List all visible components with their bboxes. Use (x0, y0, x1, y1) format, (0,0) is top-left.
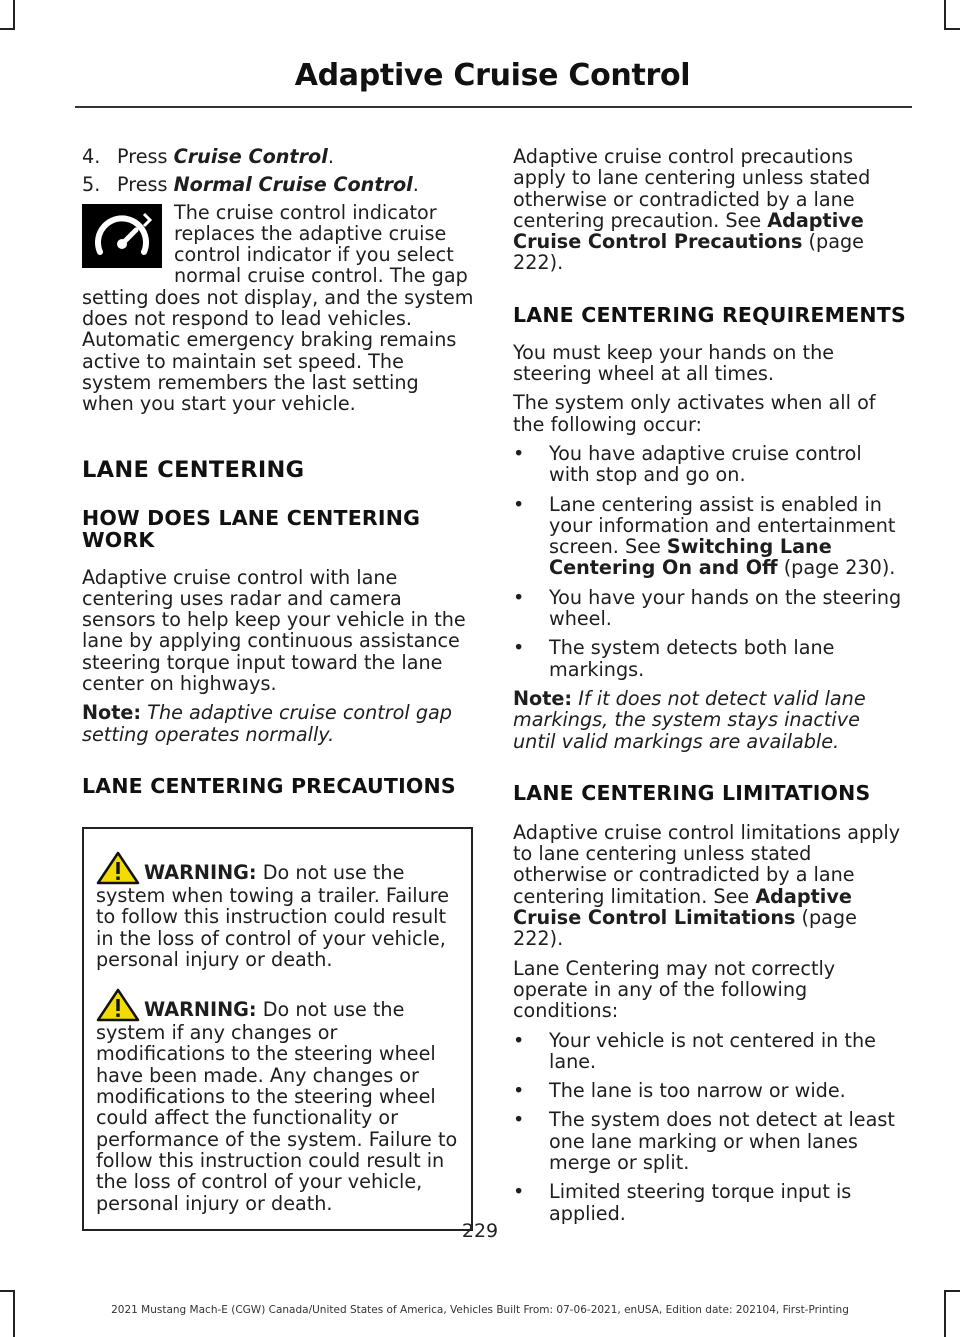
link-adaptive-cruise-control-limitations[interactable]: Adaptive Cruise Control Limitations (513, 884, 852, 930)
conditions-paragraph: Lane Centering may not correctly operate in any of the following conditions: (513, 956, 836, 1023)
right-column (513, 146, 907, 1224)
limitations-intro: Adaptive cruise control limitations apply to lane centering unless stated otherwise or contradicted by a lane centering limitation. See Adaptive Cruise Control Limitations (page 222). (513, 820, 901, 951)
edition-note: 2021 Mustang Mach-E (CGW) Canada/United States of America, Vehicles Built From: 07-06-2021, enUSA, Edition date: 202104, First-Printing (111, 1304, 849, 1316)
list-item: • You have your hands on the steering wheel. (513, 585, 902, 631)
crop-mark (944, 0, 946, 30)
crop-mark (0, 1290, 14, 1292)
warning-steering-modifications: WARNING: Do not use the system if any changes or modifications to the steering wheel have been made. Any changes or modifications to the steering wheel could affect the functionality or performance of the system. Failure to follow this instruction could result in the loss of control of your vehicle, personal injury or death. (96, 988, 463, 1214)
crop-mark (946, 1290, 960, 1292)
page-title: Adaptive Cruise Control (294, 58, 691, 93)
page-header (75, 58, 910, 93)
list-item: • The lane is too narrow or wide. (513, 1079, 846, 1103)
warning-triangle-icon (96, 851, 140, 885)
list-item: • Limited steering torque input is applied. (513, 1180, 852, 1225)
note-gap-setting: Note: The adaptive cruise control gap setting operates normally. (82, 701, 452, 746)
step-4: 4. Press Cruise Control. (82, 145, 334, 168)
hands-paragraph: You must keep your hands on the steering wheel at all times. (513, 340, 835, 386)
left-column (82, 146, 474, 1231)
step-5: 5. Press Normal Cruise Control. (82, 173, 419, 197)
page-number: 229 (461, 1220, 499, 1242)
crop-mark (946, 28, 960, 30)
menu-option-normal-cruise-control: Normal Cruise Control (173, 173, 413, 197)
subheading-precautions: LANE CENTERING PRECAUTIONS (82, 773, 456, 798)
list-item: • You have adaptive cruise control with stop and go on. (513, 441, 862, 487)
crop-mark (0, 28, 14, 30)
note-lane-markings: Note: If it does not detect valid lane markings, the system stays inactive until valid markings are available. (513, 686, 866, 753)
precautions-intro: Adaptive cruise control precautions apply to lane centering unless stated otherwise or contradicted by a lane centering precaution. See Adaptive Cruise Control Precautions (page 222). (513, 145, 871, 275)
warning-box (82, 827, 473, 1231)
link-adaptive-cruise-control-precautions[interactable]: Adaptive Cruise Control Precautions (513, 208, 864, 254)
crop-mark (13, 0, 15, 30)
how-paragraph: Adaptive cruise control with lane centering uses radar and camera sensors to help keep your vehicle in the lane by applying continuous assistance steering torque input toward the lane center on highways. (82, 565, 466, 696)
header-rule (75, 106, 912, 108)
menu-option-cruise-control: Cruise Control (173, 145, 328, 168)
subheading-requirements: LANE CENTERING REQUIREMENTS (513, 302, 906, 327)
subheading-limitations: LANE CENTERING LIMITATIONS (513, 780, 871, 805)
link-switching-lane-centering[interactable]: Switching Lane Centering On and Off (549, 535, 832, 580)
subheading-how-lane-centering-works: HOW DOES LANE CENTERING WORK (82, 505, 421, 552)
list-item: • Lane centering assist is enabled in your information and entertainment screen. See Switching Lane Centering On and Off (page 230). (513, 492, 896, 580)
section-heading-lane-centering: LANE CENTERING (82, 456, 305, 483)
indicator-paragraph: The cruise control indicator replaces the adaptive cruise control indicator if you select normal cruise control. The gap setting does not display, and the system does not respond to lead vehicles. Automatic emergency braking remains active to maintain set speed. The system remembers the last setting when you start your vehicle. (82, 200, 474, 416)
list-item: • Your vehicle is not centered in the lane. (513, 1028, 876, 1073)
list-item: • The system detects both lane markings. (513, 636, 835, 681)
cruise-control-indicator-icon (82, 204, 162, 268)
warning-towing: WARNING: Do not use the system when towing a trailer. Failure to follow this instruction could result in the loss of control of your vehicle, personal injury or death. (96, 851, 463, 970)
list-item: • The system does not detect at least one lane marking or when lanes merge or split. (513, 1108, 895, 1174)
warning-triangle-icon (96, 988, 140, 1022)
activates-paragraph: The system only activates when all of the following occur: (513, 391, 876, 436)
